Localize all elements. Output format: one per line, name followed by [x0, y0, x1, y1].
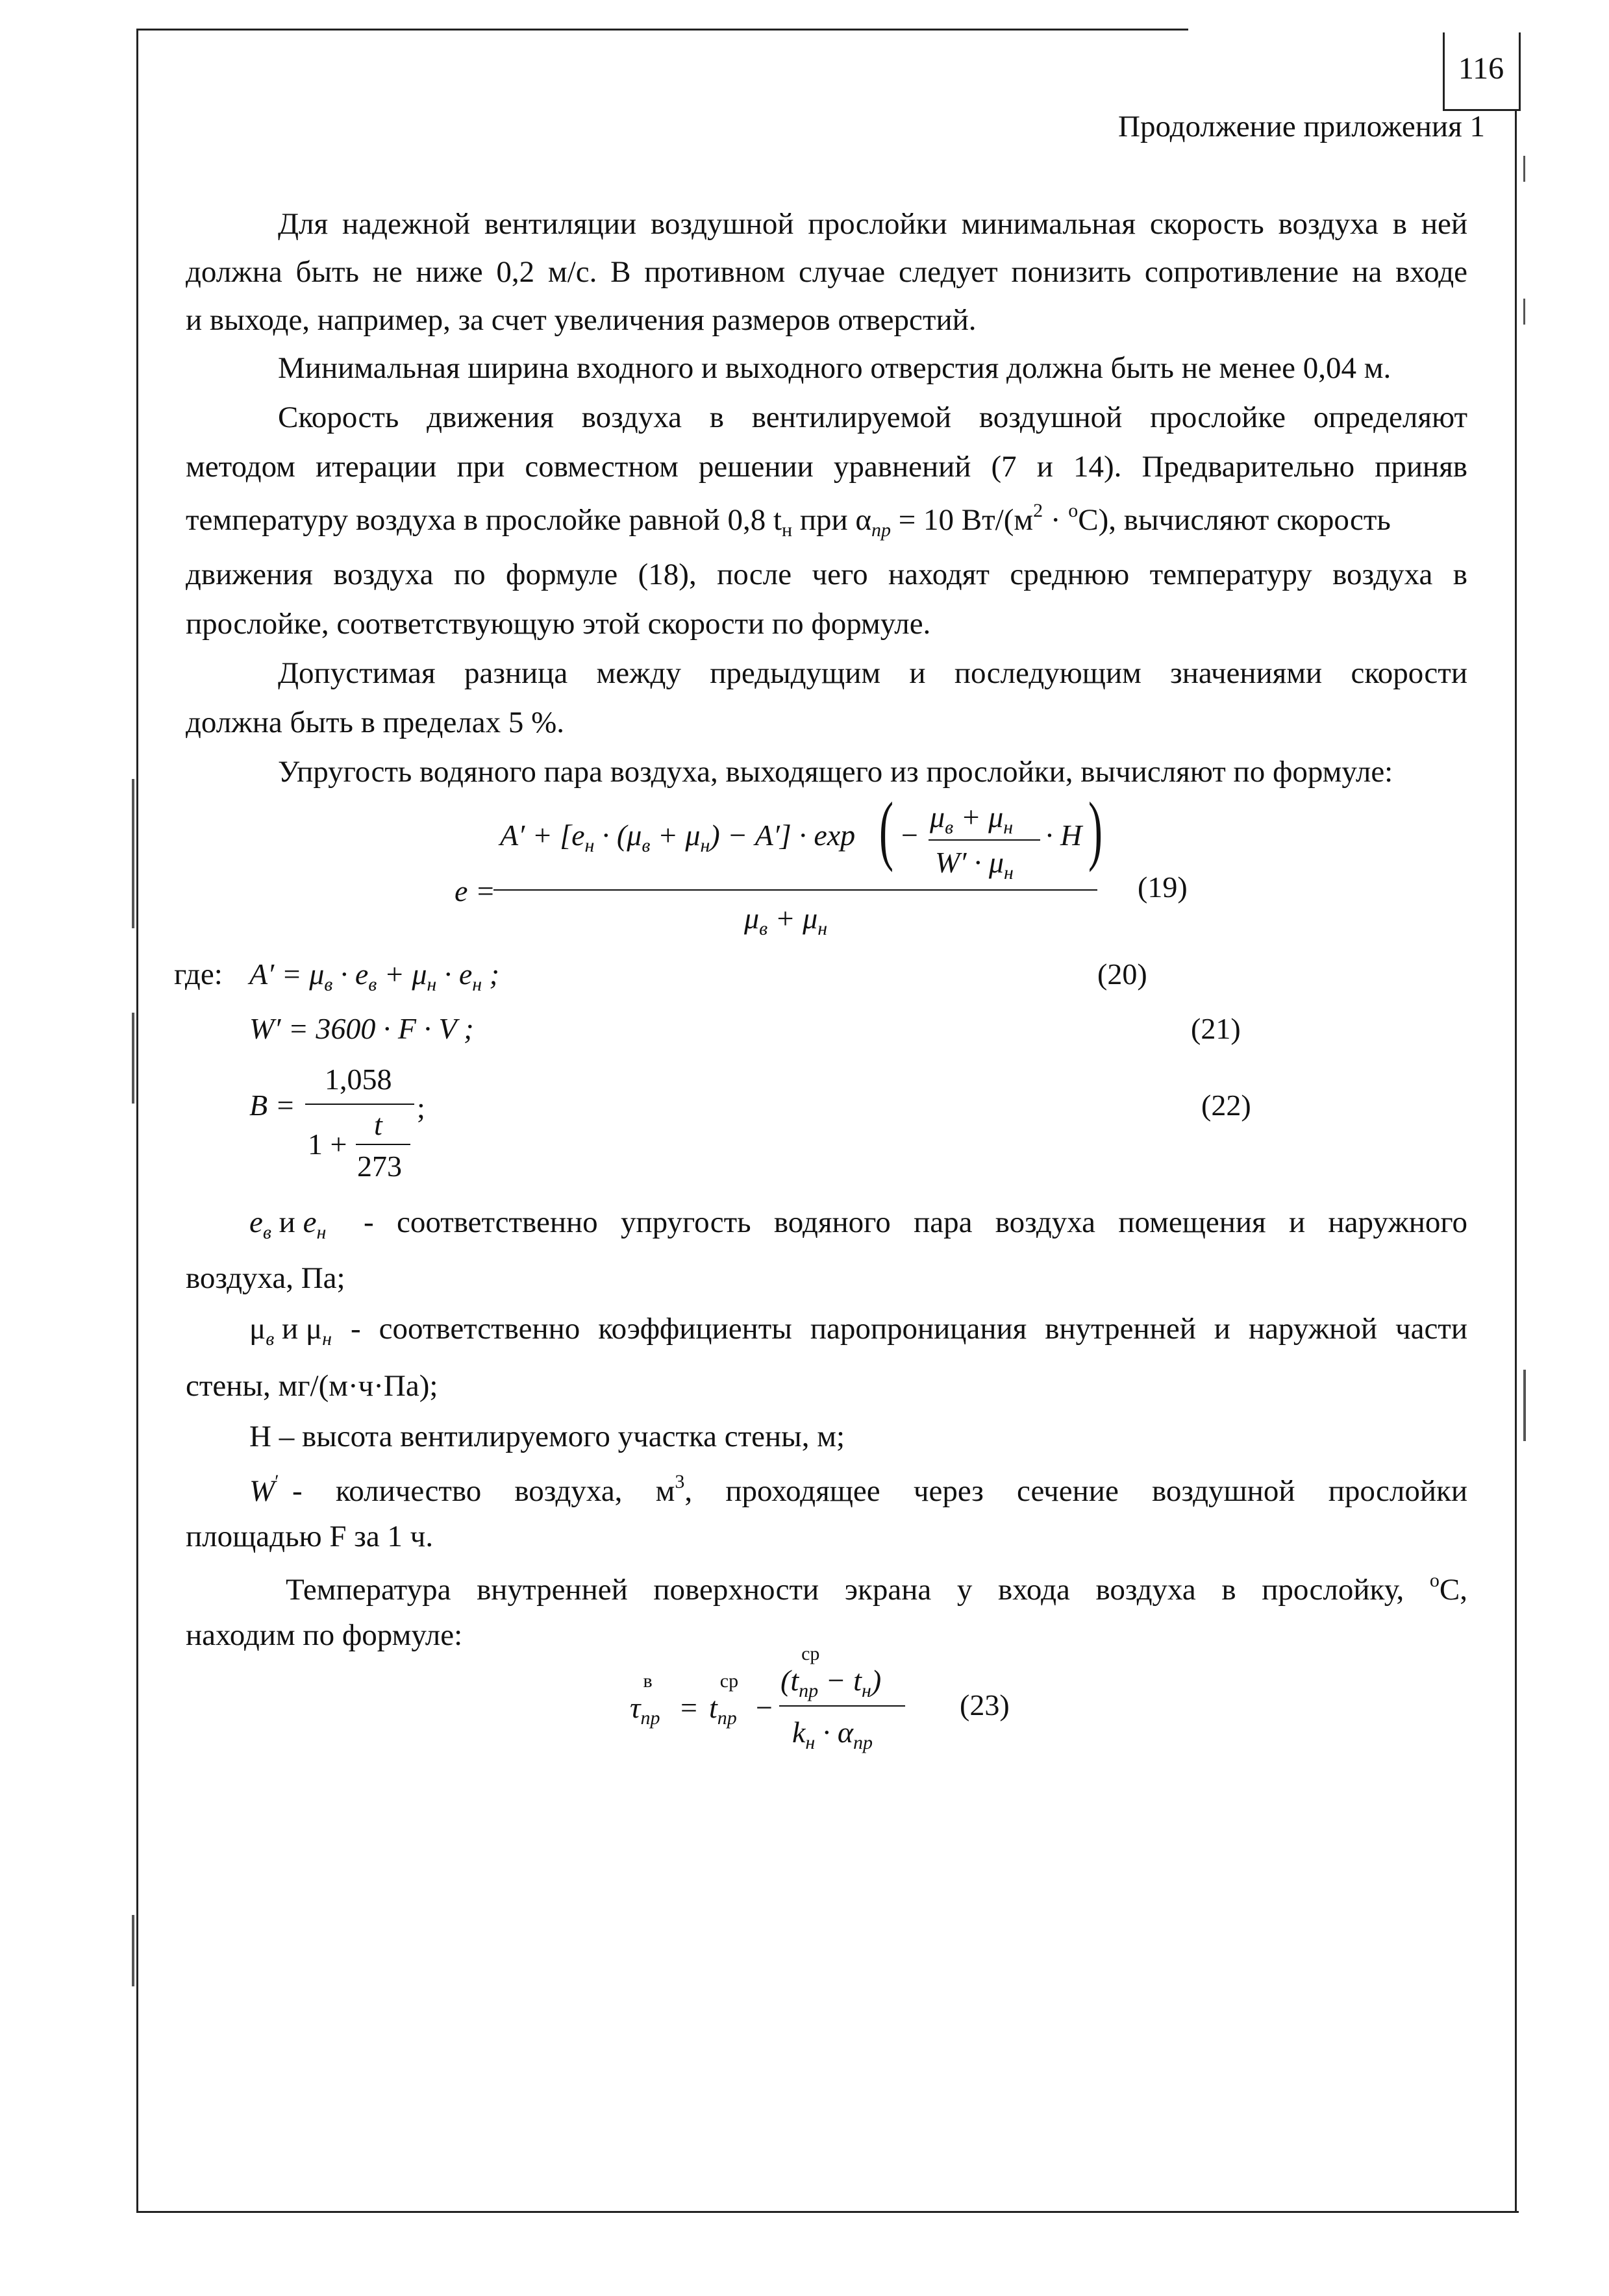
- equation-21: W′ = 3600 · F · V ;: [249, 1012, 474, 1045]
- paragraph-line: методом итерации при совместном решении уравнений (7 и 14). Предварительно приняв: [186, 450, 1467, 484]
- frame-right-border: [1515, 110, 1517, 2211]
- equation-20: $A' = \mu_в \cdot e_в + \mu_н \cdot e_н$ ;: [249, 957, 499, 995]
- equation-number: (23): [960, 1688, 1010, 1722]
- scan-mark: [132, 779, 134, 928]
- eq23-denominator: $k_н \cdot \alpha_{пр}$: [792, 1716, 873, 1753]
- equation-number: (20): [1097, 957, 1147, 991]
- equation-number: (22): [1201, 1089, 1251, 1122]
- definition-mu-line: $\mu_в$ и $\mu_н$: [249, 1312, 332, 1350]
- definition-w-line: W′: [249, 1471, 279, 1508]
- paragraph-line-with-formula: температуру воздуха в прослойке равной 0,8 $t_н$ при $\alpha_{пр} = 10$ $Вт/(м^2 \cdot ^oС)$, вычисляют скорость: [186, 500, 1391, 541]
- paragraph-line: и выходе, например, за счет увеличения размеров отверстий.: [186, 303, 977, 337]
- running-header: Продолжение приложения 1: [1118, 110, 1485, 143]
- paragraph-line: находим по формуле:: [186, 1618, 463, 1652]
- eq23-numerator: (t ср $_{пр} - t_н$): [780, 1643, 882, 1701]
- scan-mark: [1523, 156, 1525, 182]
- paragraph-line: Н – высота вентилируемого участка стены, м;: [249, 1420, 845, 1453]
- paragraph-line: - соответственно упругость водяного пара воздуха помещения и наружного: [364, 1205, 1467, 1239]
- paragraph-line: Минимальная ширина входного и выходного отверстия должна быть не менее 0,04 м.: [278, 351, 1391, 385]
- paragraph-line: Допустимая разница между предыдущим и последующим значениями скорости: [278, 656, 1467, 690]
- where-label: где:: [174, 957, 223, 991]
- scan-mark: [132, 1915, 134, 1986]
- scan-mark: [132, 1013, 134, 1104]
- paragraph-line: воздуха, Па;: [186, 1261, 345, 1295]
- paragraph-line: Для надежной вентиляции воздушной прослойки минимальная скорость воздуха в ней: [278, 207, 1467, 241]
- page-number: 116: [1458, 51, 1504, 86]
- eq19-denominator: $\mu_в + \mu_н$: [744, 902, 828, 939]
- equation-number: (19): [1138, 870, 1188, 904]
- definition-e-line: $е_в$ и $е_н$: [249, 1205, 327, 1243]
- paragraph-line: площадью F за 1 ч.: [186, 1520, 434, 1553]
- scan-mark: [1523, 299, 1525, 325]
- paragraph-line: Скорость движения воздуха в вентилируемой воздушной прослойке определяют: [278, 401, 1467, 434]
- paragraph-line: - количество воздуха, $м^3$, проходящее через сечение воздушной прослойки: [292, 1471, 1467, 1508]
- paragraph-line: стены, мг/(м·ч·Па);: [186, 1369, 438, 1403]
- paragraph-line: движения воздуха по формуле (18), после чего находят среднюю температуру воздуха в: [186, 558, 1467, 591]
- paragraph-line: должна быть в пределах 5 %.: [186, 706, 565, 739]
- eq19-inner-denominator: $W' \cdot \mu_н$: [935, 846, 1014, 883]
- scan-mark: [1523, 1370, 1526, 1441]
- paragraph-line: - соответственно коэффициенты паропроницания внутренней и наружной части: [351, 1312, 1467, 1346]
- equation-number: (21): [1191, 1012, 1241, 1045]
- eq19-numerator: $A' + [e_н \cdot (\mu_в + \mu_н) - A'] \cdot \exp$: [500, 819, 856, 856]
- eq19-inner-numerator: $\mu_в + \mu_н$: [930, 800, 1014, 838]
- paragraph-line: Температура внутренней поверхности экрана у входа воздуха в прослойку, $^o$С,: [286, 1570, 1467, 1607]
- paragraph-line: Упругость водяного пара воздуха, выходящего из прослойки, вычисляют по формуле:: [278, 755, 1393, 789]
- paragraph-line: должна быть не ниже 0,2 м/с. В противном случае следует понизить сопротивление на входе: [186, 255, 1467, 289]
- paragraph-line: прослойке, соответствующую этой скорости по формуле.: [186, 607, 931, 641]
